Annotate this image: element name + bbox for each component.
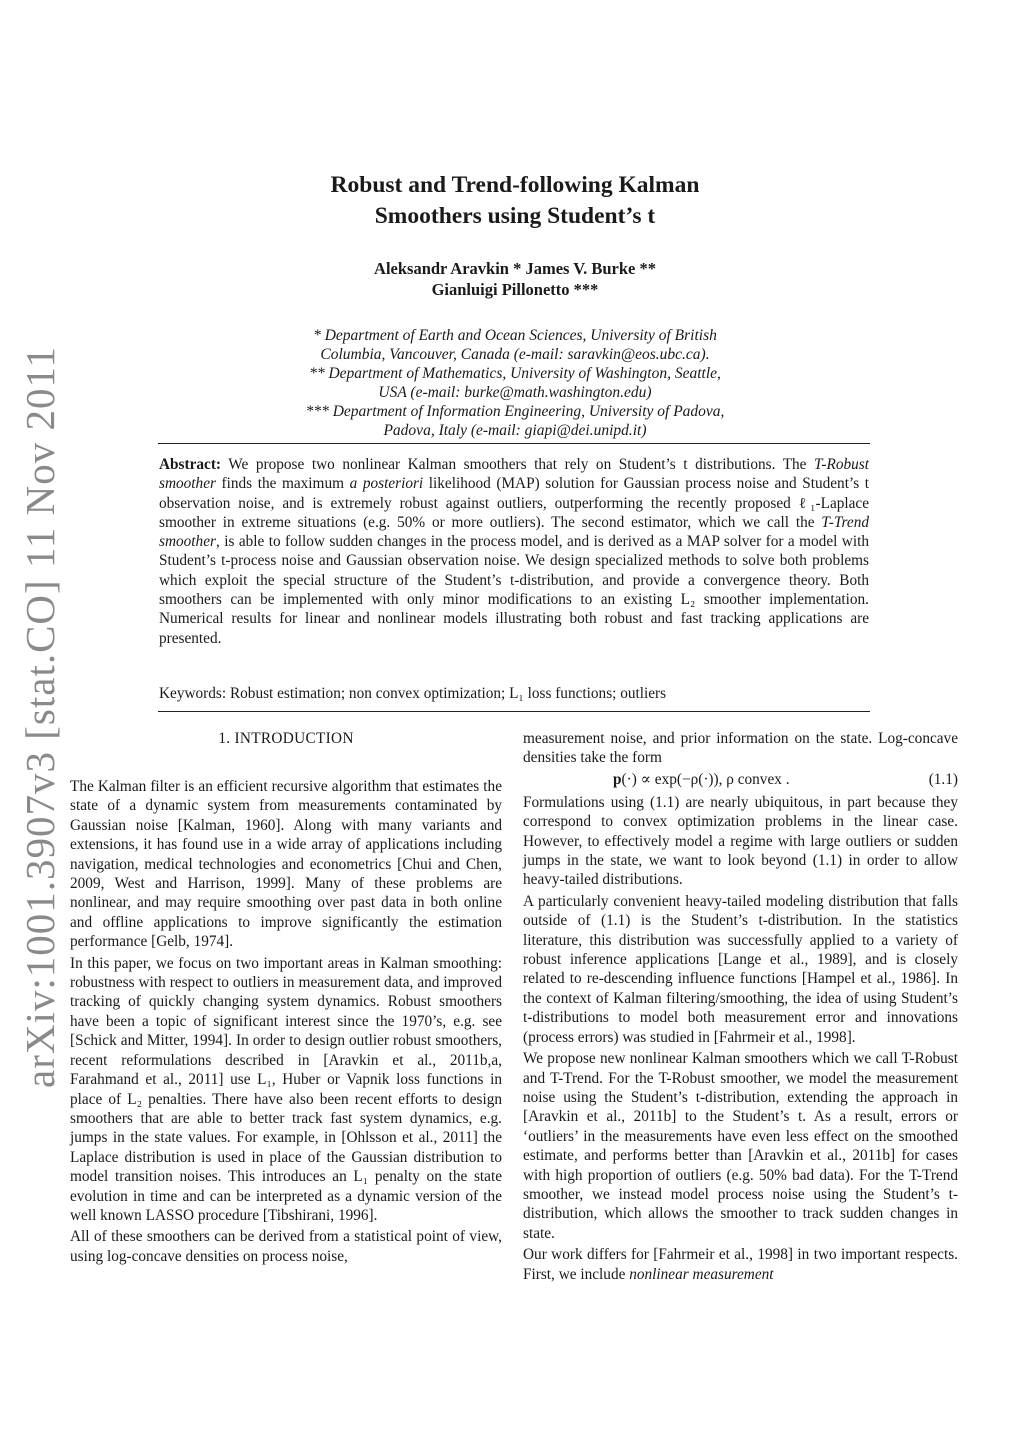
keywords: Keywords: Robust estimation; non convex optimization; L₁ loss functions; outliers [159,685,667,702]
paragraph: We propose new nonlinear Kalman smoothers which we call T-Robust and T-Trend. For the T-Robust smoother, we model the measurement noise using the Student’s t-distribution, extending the approach in [Aravkin et al., 2011b] to the Student’s t. As a result, errors or ‘outliers’ in the measurements have even less effect on the smoothed estimate, and performs better than [Aravkin et al., 2011b] for cases with high proportion of outliers (e.g. 50% bad data). For the T-Trend smoother, we instead model process noise using the Student’s t-distribution, which allows the smoother to track sudden changes in state. [523,1050,958,1242]
authors [160,258,870,300]
abstract [159,455,869,648]
left-column [70,777,502,1268]
right-column [523,729,958,1286]
authors-line-2: Gianluigi Pillonetto *** [431,280,599,299]
affiliation-line: USA (e-mail: burke@math.washington.edu) [378,384,652,401]
affiliation-line: Columbia, Vancouver, Canada (e-mail: saravkin@eos.ubc.ca). [320,346,710,363]
equation-1-1 [523,770,958,791]
paragraph: The Kalman filter is an efficient recursive algorithm that estimates the state of a dynamic system from measurements contaminated by Gaussian noise [Kalman, 1960]. Along with many variants and extensions, it has found use in a wide array of applications including navigation, medical technologies and econometrics [Chui and Chen, 2009, West and Harrison, 1999]. Many of these problems are nonlinear, and may require smoothing over past data in both online and offline applications to improve significantly the estimation performance [Gelb, 1974]. [70,778,502,951]
title-line-1: Robust and Trend-following Kalman [330,172,700,198]
title-block [160,170,870,440]
section-heading: 1. INTRODUCTION [218,730,354,747]
affiliation-line: ** Department of Mathematics, University of Washington, Seattle, [309,365,721,382]
paragraph: measurement noise, and prior information on the state. Log-concave densities take the form [523,730,958,767]
affiliation-line: *** Department of Information Engineering, University of Padova, [305,403,725,420]
title-line-2: Smoothers using Student’s t [374,203,656,229]
equation-number: (1.1) [928,770,958,788]
equation-body: p(·) ∝ exp(−ρ(·)), ρ convex . [613,770,790,788]
paragraph: In this paper, we focus on two important areas in Kalman smoothing: robustness with respect to outliers in measurement data, and improved tracking of quickly changing system dynamics. Robust smoothers have been a topic of significant interest since the 1970’s, e.g. see [Schick and Mitter, 1994]. In order to design outlier robust smoothers, recent reformulations described in [Aravkin et al., 2011b,a, Farahmand et al., 2011] use L₁, Huber or Vapnik loss functions in place of L₂ penalties. There have also been recent efforts to design smoothers that are able to better track fast system dynamics, e.g. jumps in the state values. For example, in [Ohlsson et al., 2011] the Laplace distribution is used in place of the Gaussian distribution to model transition noises. This introduces an L₁ penalty on the state evolution in time and can be interpreted as a dynamic version of the well known LASSO procedure [Tibshirani, 1996]. [70,954,502,1224]
paragraph: Formulations using (1.1) are nearly ubiquitous, in part because they correspond to convex optimization problems in the linear case. However, to effectively model a regime with large outliers or sudden jumps in the state, we want to look beyond (1.1) in order to allow heavy-tailed distributions. [523,793,958,889]
affiliation-line: Padova, Italy (e-mail: giapi@dei.unipd.it) [383,422,647,439]
authors-line-1: Aleksandr Aravkin * James V. Burke ** [374,259,656,278]
paper-title [160,170,870,232]
abstract-top-rule [158,443,870,444]
abstract-label: Abstract: [159,456,222,473]
affiliation-line: * Department of Earth and Ocean Sciences, University of British [313,327,717,344]
arxiv-identifier: arXiv:1001.3907v3 [stat.CO] 11 Nov 2011 [17,345,63,1088]
abstract-text: Abstract: We propose two nonlinear Kalman smoothers that rely on Student’s t distributions. The T-Robust smoother finds the maximum a posteriori likelihood (MAP) solution for Gaussian process noise and Student’s t observation noise, and is extremely robust against outliers, outperforming the recently proposed ℓ₁-Laplace smoother in extreme situations (e.g. 50% or more outliers). The second estimator, which we call the T-Trend smoother, is able to follow sudden changes in the process model, and is derived as a MAP solver for a model with Student’s t-process noise and Gaussian observation noise. We design specialized methods to solve both problems which exploit the special structure of the Student’s t-distribution, and provide a convergence theory. Both smoothers can be implemented with only minor modifications to an existing L₂ smoother implementation. Numerical results for linear and nonlinear models illustrating both robust and fast tracking applications are presented. [159,456,869,647]
paragraph: Our work differs for [Fahrmeir et al., 1998] in two important respects. First, we include nonlinear measurement [523,1246,958,1283]
affiliations [160,326,870,440]
paragraph: A particularly convenient heavy-tailed modeling distribution that falls outside of (1.1) is the Student’s t-distribution. In the statistics literature, this distribution was successfully applied to a variety of robust inference applications [Lange et al., 1989], and is closely related to re-descending influence functions [Hampel et al., 1986]. In the context of Kalman filtering/smoothing, the idea of using Student’s t-distributions to model both measurement error and innovations (process errors) was studied in [Fahrmeir et al., 1998]. [523,892,958,1046]
keywords-bottom-rule [158,711,870,712]
paragraph: All of these smoothers can be derived from a statistical point of view, using log-concave densities on process noise, [70,1228,502,1265]
